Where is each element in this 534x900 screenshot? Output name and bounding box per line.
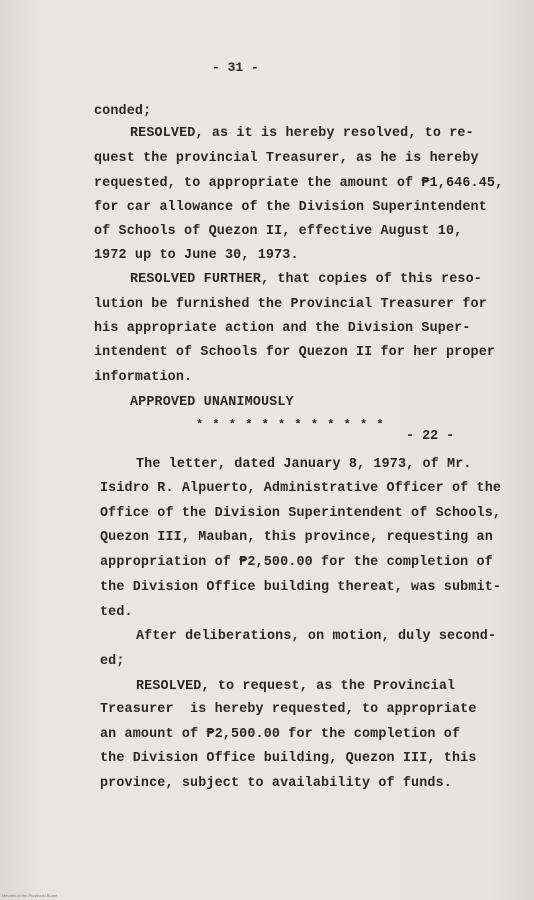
text-line: Treasurer is hereby requested, to appropriate xyxy=(100,702,477,717)
text-line: of Schools of Quezon II, effective August 10, xyxy=(94,224,463,239)
text-line: province, subject to availability of funds. xyxy=(100,776,452,791)
text-line: Office of the Division Superintendent of Schools, xyxy=(100,506,502,521)
text-line: intendent of Schools for Quezon II for her proper xyxy=(94,345,496,360)
item-number: - 22 - xyxy=(406,429,455,444)
text-line: After deliberations, on motion, duly second- xyxy=(136,629,497,644)
text-line: RESOLVED FURTHER, that copies of this reso- xyxy=(130,272,482,287)
page-number: - 31 - xyxy=(212,60,259,75)
separator-stars: * * * * * * * * * * * * xyxy=(196,418,385,432)
text-line: the Division Office building thereat, was submit- xyxy=(100,580,502,595)
text-line: ted. xyxy=(100,605,133,620)
text-line: an amount of ₱2,500.00 for the completion of xyxy=(100,727,461,742)
text-line: ed; xyxy=(100,654,125,669)
text-line: lution be furnished the Provincial Treasurer for xyxy=(94,297,487,312)
text-line: quest the provincial Treasurer, as he is hereby xyxy=(94,151,479,166)
footer-note: Minutes of the Provincial Board xyxy=(2,893,58,898)
text-line: RESOLVED, as it is hereby resolved, to re- xyxy=(130,126,474,141)
text-line: information. xyxy=(94,370,193,385)
text-line: The letter, dated January 8, 1973, of Mr. xyxy=(136,457,472,472)
text-line: Quezon III, Mauban, this province, requesting an xyxy=(100,530,493,545)
text-line: for car allowance of the Division Superintendent xyxy=(94,200,487,215)
text-line: Isidro R. Alpuerto, Administrative Officer of the xyxy=(100,481,502,496)
text-line: conded; xyxy=(94,104,152,119)
text-line: his appropriate action and the Division Super- xyxy=(94,321,471,336)
text-line: 1972 up to June 30, 1973. xyxy=(94,248,299,263)
text-line: the Division Office building, Quezon III, this xyxy=(100,751,477,766)
text-line: requested, to appropriate the amount of ₱1,646.45, xyxy=(94,176,504,191)
text-line: RESOLVED, to request, as the Provincial xyxy=(136,679,456,694)
text-line: appropriation of ₱2,500.00 for the completion of xyxy=(100,555,493,570)
approval-line: APPROVED UNANIMOUSLY xyxy=(130,395,294,410)
